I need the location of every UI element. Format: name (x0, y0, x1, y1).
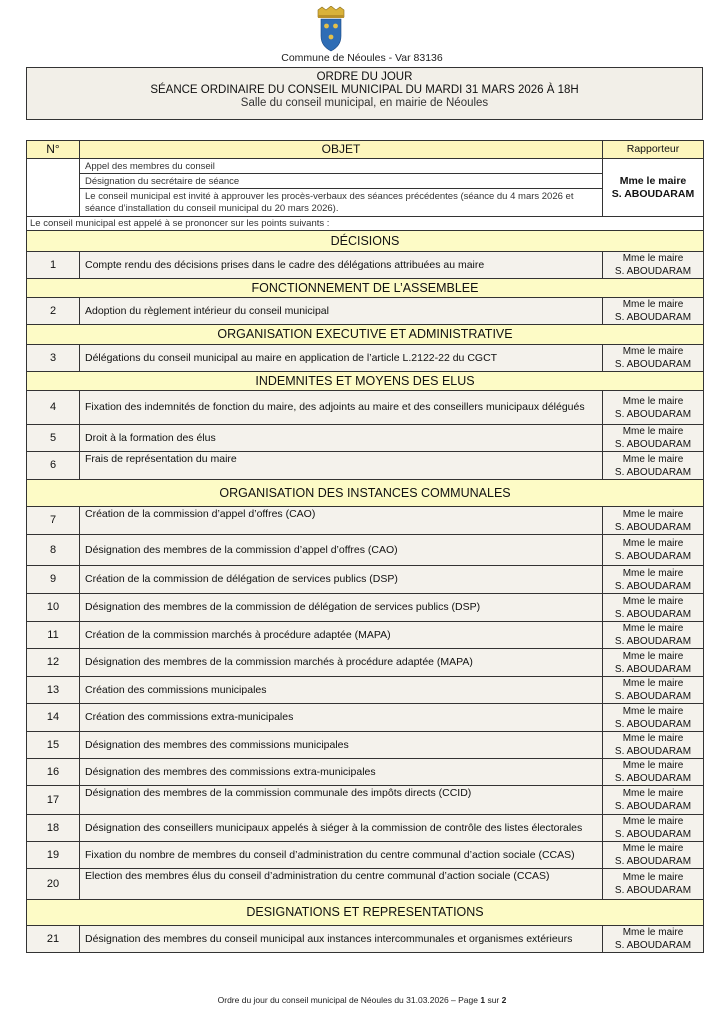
item-objet: Création de la commission d’appel d’offres (CAO) (80, 507, 603, 535)
intro-row (27, 159, 704, 174)
agenda-item-row (27, 732, 704, 759)
intro-item: Appel des membres du conseil (80, 159, 603, 174)
agenda-item-row (27, 452, 704, 480)
session-title: SÉANCE ORDINAIRE DU CONSEIL MUNICIPAL DU MARDI 31 MARS 2026 À 18H (150, 84, 579, 96)
agenda-item-row (27, 252, 704, 279)
rapporteur-role: Mme le maire (622, 678, 684, 689)
page-footer (0, 995, 724, 1005)
item-rapporteur (603, 391, 704, 425)
rapporteur-role: Mme le maire (622, 567, 684, 579)
agenda-item-row (27, 926, 704, 953)
rapporteur-name: S. ABOUDARAM (614, 408, 692, 420)
item-objet: Création des commissions extra-municipales (80, 704, 603, 732)
column-header-number: N° (27, 141, 80, 159)
footer-total: 2 (501, 995, 507, 1005)
item-number: 13 (27, 677, 80, 704)
item-number: 5 (27, 425, 80, 452)
agenda-item-row (27, 391, 704, 425)
item-number: 15 (27, 732, 80, 759)
rapporteur-name: S. ABOUDARAM (614, 885, 692, 896)
agenda-item-row (27, 704, 704, 732)
item-rapporteur (603, 649, 704, 677)
rapporteur-name: S. ABOUDARAM (614, 801, 692, 812)
section-title: INDEMNITES ET MOYENS DES ELUS (27, 372, 704, 391)
item-number: 1 (27, 252, 80, 279)
agenda-item-row (27, 507, 704, 535)
item-rapporteur (603, 252, 704, 279)
rapporteur-role: Mme le maire (622, 453, 684, 465)
rapporteur-name: S. ABOUDARAM (614, 829, 692, 840)
rapporteur-role: Mme le maire (622, 650, 684, 662)
rapporteur-name: S. ABOUDARAM (614, 856, 692, 867)
item-number: 16 (27, 759, 80, 786)
rapporteur-name: S. ABOUDARAM (614, 439, 692, 450)
item-objet: Désignation des membres du conseil municipal aux instances intercommunales et organismes extérieurs (80, 926, 603, 953)
item-number: 9 (27, 566, 80, 594)
rapporteur-name: S. ABOUDARAM (614, 608, 692, 620)
item-objet: Fixation des indemnités de fonction du maire, des adjoints au maire et des conseillers municipaux délégués (80, 391, 603, 425)
column-header-objet: OBJET (80, 141, 603, 159)
item-rapporteur (603, 566, 704, 594)
rapporteur-name: S. ABOUDARAM (614, 718, 692, 730)
item-objet: Création de la commission de délégation de services publics (DSP) (80, 566, 603, 594)
item-number: 19 (27, 842, 80, 869)
item-number: 17 (27, 786, 80, 815)
rapporteur-role: Mme le maire (622, 705, 684, 717)
statement-text: Le conseil municipal est appelé à se prononcer sur les points suivants : (27, 217, 704, 231)
rapporteur-name: S. ABOUDARAM (614, 773, 692, 784)
rapporteur-role: Mme le maire (622, 623, 684, 634)
item-rapporteur (603, 425, 704, 452)
rapporteur-role: Mme le maire (622, 733, 684, 744)
item-rapporteur (603, 535, 704, 566)
section-row (27, 900, 704, 926)
rapporteur-name: S. ABOUDARAM (614, 521, 692, 533)
agenda-item-row (27, 535, 704, 566)
section-title: DÉCISIONS (27, 231, 704, 252)
rapporteur-role: Mme le maire (622, 816, 684, 827)
rapporteur-role: Mme le maire (622, 395, 684, 407)
item-number: 3 (27, 345, 80, 372)
agenda-header-box (26, 67, 703, 120)
agenda-item-row (27, 842, 704, 869)
item-rapporteur (603, 926, 704, 953)
item-number: 11 (27, 622, 80, 649)
rapporteur-name: S. ABOUDARAM (614, 580, 692, 592)
section-title: ORGANISATION DES INSTANCES COMMUNALES (27, 480, 704, 507)
item-number: 6 (27, 452, 80, 480)
table-header-row (27, 141, 704, 159)
item-objet: Désignation des membres des commissions extra-municipales (80, 759, 603, 786)
section-title: DESIGNATIONS ET REPRESENTATIONS (27, 900, 704, 926)
item-rapporteur (603, 786, 704, 815)
agenda-item-row (27, 594, 704, 622)
agenda-item-row (27, 869, 704, 900)
intro-rapporteur (603, 159, 704, 217)
section-row (27, 480, 704, 507)
item-rapporteur (603, 345, 704, 372)
agenda-item-row (27, 425, 704, 452)
item-objet: Fixation du nombre de membres du conseil d’administration du centre communal d’action sociale (CCAS) (80, 842, 603, 869)
item-number: 4 (27, 391, 80, 425)
item-rapporteur (603, 594, 704, 622)
item-objet: Election des membres élus du conseil d’administration du centre communal d’action sociale (CCAS) (80, 869, 603, 900)
item-objet: Désignation des membres des commissions municipales (80, 732, 603, 759)
agenda-table (26, 140, 704, 953)
rapporteur-name: S. ABOUDARAM (614, 551, 692, 562)
intro-number-cell (27, 159, 80, 217)
item-rapporteur (603, 677, 704, 704)
rapporteur-role: Mme le maire (622, 538, 684, 549)
agenda-title: ORDRE DU JOUR (316, 71, 413, 83)
item-number: 12 (27, 649, 80, 677)
agenda-item-row (27, 566, 704, 594)
column-header-rapporteur: Rapporteur (603, 141, 704, 159)
rapporteur-role: Mme le maire (622, 595, 684, 607)
section-row (27, 231, 704, 252)
rapporteur-name: S. ABOUDARAM (611, 187, 695, 200)
item-objet: Désignation des membres de la commission marchés à procédure adaptée (MAPA) (80, 649, 603, 677)
rapporteur-role: Mme le maire (622, 299, 684, 310)
item-rapporteur (603, 507, 704, 535)
item-objet: Adoption du règlement intérieur du conseil municipal (80, 298, 603, 325)
item-rapporteur (603, 842, 704, 869)
item-number: 8 (27, 535, 80, 566)
item-rapporteur (603, 622, 704, 649)
item-number: 2 (27, 298, 80, 325)
agenda-item-row (27, 786, 704, 815)
item-objet: Désignation des membres de la commission d’appel d’offres (CAO) (80, 535, 603, 566)
rapporteur-role: Mme le maire (622, 253, 684, 264)
item-objet: Frais de représentation du maire (80, 452, 603, 480)
item-rapporteur (603, 298, 704, 325)
agenda-item-row (27, 649, 704, 677)
section-row (27, 372, 704, 391)
rapporteur-name: S. ABOUDARAM (614, 359, 692, 370)
coat-of-arms-logo (313, 6, 349, 52)
section-row (27, 325, 704, 345)
section-title: ORGANISATION EXECUTIVE ET ADMINISTRATIVE (27, 325, 704, 345)
item-number: 21 (27, 926, 80, 953)
agenda-item-row (27, 815, 704, 842)
item-objet: Désignation des membres de la commission communale des impôts directs (CCID) (80, 786, 603, 815)
footer-sep: sur (485, 995, 502, 1005)
agenda-item-row (27, 622, 704, 649)
footer-text: Ordre du jour du conseil municipal de Néoules du 31.03.2026 – Page (217, 995, 481, 1005)
item-rapporteur (603, 732, 704, 759)
item-number: 7 (27, 507, 80, 535)
rapporteur-name: S. ABOUDARAM (614, 940, 692, 951)
rapporteur-name: S. ABOUDARAM (614, 266, 692, 277)
item-objet: Compte rendu des décisions prises dans le cadre des délégations attribuées au maire (80, 252, 603, 279)
footer-page: 1 (480, 995, 486, 1005)
intro-row (27, 174, 704, 189)
intro-item: Le conseil municipal est invité à approuver les procès-verbaux des séances précédentes (séance du 4 mars 2026 et séance d’installation du conseil municipal du 20 mars 2026). (80, 189, 603, 217)
item-objet: Création des commissions municipales (80, 677, 603, 704)
rapporteur-role: Mme le maire (622, 508, 684, 520)
rapporteur-role: Mme le maire (622, 872, 684, 883)
rapporteur-name: S. ABOUDARAM (614, 312, 692, 323)
intro-item: Désignation du secrétaire de séance (80, 174, 603, 189)
section-title: FONCTIONNEMENT DE L’ASSEMBLEE (27, 279, 704, 298)
agenda-item-row (27, 345, 704, 372)
item-number: 18 (27, 815, 80, 842)
intro-row (27, 189, 704, 217)
section-row (27, 279, 704, 298)
rapporteur-name: S. ABOUDARAM (614, 636, 692, 647)
rapporteur-role: Mme le maire (622, 843, 684, 854)
agenda-item-row (27, 677, 704, 704)
item-objet: Délégations du conseil municipal au maire en application de l’article L.2122-22 du CGCT (80, 345, 603, 372)
item-number: 20 (27, 869, 80, 900)
commune-name: Commune de Néoules - Var 83136 (281, 52, 443, 64)
item-rapporteur (603, 704, 704, 732)
statement-row (27, 217, 704, 231)
item-objet: Création de la commission marchés à procédure adaptée (MAPA) (80, 622, 603, 649)
item-rapporteur (603, 869, 704, 900)
rapporteur-name: S. ABOUDARAM (614, 466, 692, 478)
rapporteur-role: Mme le maire (622, 927, 684, 938)
rapporteur-role: Mme le maire (622, 788, 684, 799)
session-location: Salle du conseil municipal, en mairie de Néoules (240, 97, 489, 109)
item-objet: Désignation des conseillers municipaux appelés à siéger à la commission de contrôle des listes électorales (80, 815, 603, 842)
item-rapporteur (603, 759, 704, 786)
rapporteur-name: S. ABOUDARAM (614, 746, 692, 757)
rapporteur-role: Mme le maire (622, 426, 684, 437)
rapporteur-role: Mme le maire (622, 346, 684, 357)
rapporteur-role: Mme le maire (619, 174, 687, 187)
item-number: 10 (27, 594, 80, 622)
item-rapporteur (603, 452, 704, 480)
item-objet: Désignation des membres de la commission de délégation de services publics (DSP) (80, 594, 603, 622)
rapporteur-name: S. ABOUDARAM (614, 691, 692, 702)
item-objet: Droit à la formation des élus (80, 425, 603, 452)
rapporteur-name: S. ABOUDARAM (614, 663, 692, 675)
agenda-item-row (27, 759, 704, 786)
item-rapporteur (603, 815, 704, 842)
item-number: 14 (27, 704, 80, 732)
agenda-item-row (27, 298, 704, 325)
rapporteur-role: Mme le maire (622, 760, 684, 771)
